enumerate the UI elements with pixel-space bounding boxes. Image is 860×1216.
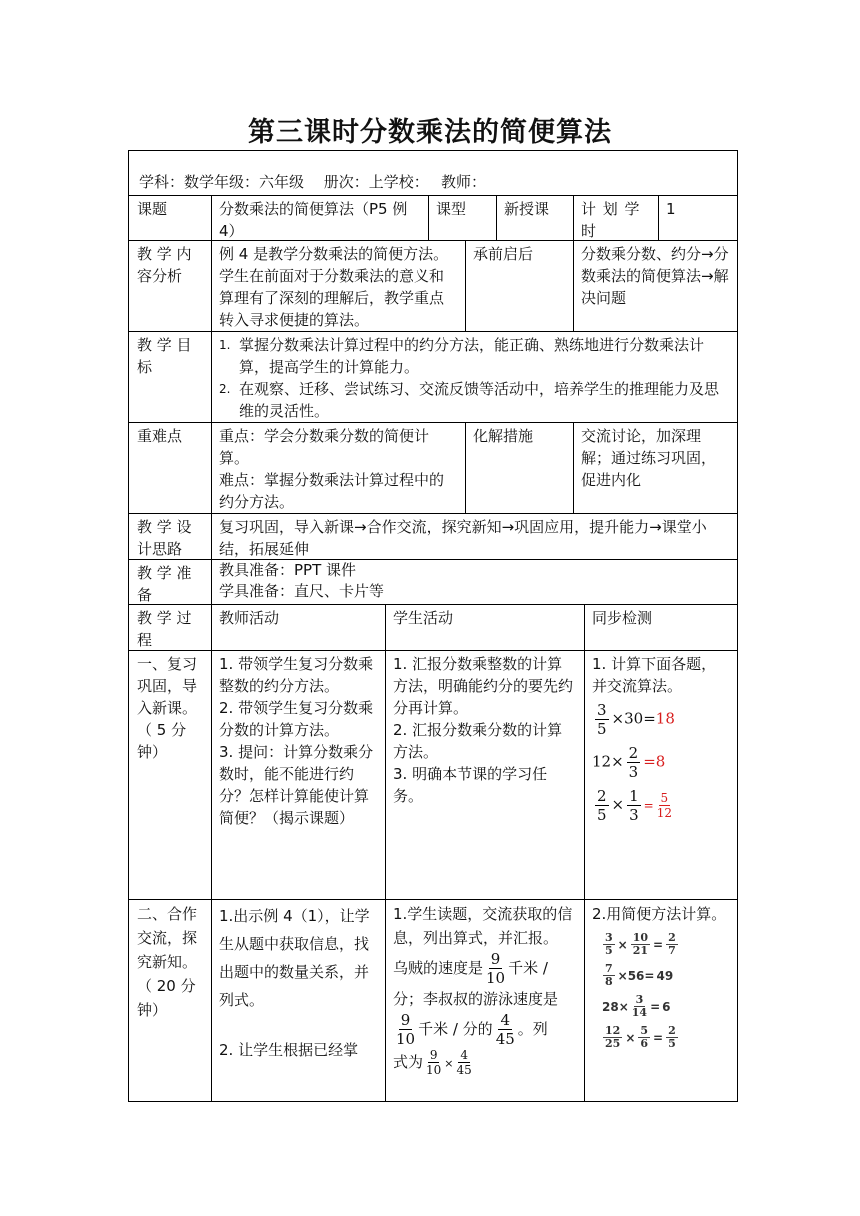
lesson-type-value: 新授课: [504, 200, 550, 218]
planned-hours-label: 计 划 学 时: [581, 200, 641, 239]
goal-item: 2. 在观察、迁移、尝试练习、交流反馈等活动中，培养学生的推理能力及思维的灵活性。: [219, 380, 720, 420]
check-item: 12× $\frac{2}{3}$ =8: [592, 744, 666, 781]
stage1-teacher: [212, 651, 384, 898]
sync-check-header: 同步检测: [592, 609, 653, 627]
prep-value: [212, 558, 736, 604]
answer: 8: [655, 752, 666, 771]
stage2-student-intro: 1.学生读题，交流获取的信息，列出算式，并汇报。: [393, 905, 573, 947]
difficult-point: 难点：掌握分数乘法计算过程中的约分方法。: [219, 471, 445, 511]
stage1-check-title: 1. 计算下面各题，并交流算法。: [592, 655, 717, 695]
key-point: 重点：学会分数乘分数的简便计算。: [219, 427, 430, 467]
goal-item: 1. 掌握分数乘法计算过程中的约分方法，能正确、熟练地进行分数乘法计算，提高学生的计算能力。: [219, 336, 705, 376]
design-label: 教 学 设 计思路: [137, 518, 192, 558]
measure-label: 化解措施: [473, 427, 534, 445]
page-title: 第三课时分数乘法的简便算法: [248, 117, 612, 148]
stage2-check-title: 2.用简便方法计算。: [592, 905, 727, 923]
prep-label: 教 学 准 备: [137, 564, 192, 603]
teacher-activity-header: 教师活动: [219, 609, 280, 627]
check-item: $\frac{3}{5}$ ×30=18: [597, 701, 675, 738]
answer: $\frac{5}{12}$: [656, 791, 673, 820]
process-label: 教 学 过 程: [137, 609, 192, 649]
design-value: 复习巩固，导入新课→合作交流，探究新知→巩固应用，提升能力→课堂小结，拓展延伸: [219, 518, 707, 558]
answer: 18: [655, 709, 675, 728]
link-value: 分数乘分数、约分→分数乘法的简便算法→解决问题: [581, 245, 729, 307]
key-points-label: 重难点: [137, 427, 183, 445]
stage1-student-step: 2. 汇报分数乘分数的计算方法。: [393, 721, 563, 761]
check-item: $\frac{12}{25}$ × $\frac{5}{6}$ = $\frac{2}{5}$: [605, 1024, 676, 1050]
stage1-teacher-step: 3. 提问：计算分数乘分数时，能不能进行约分？怎样计算能使计算简便？（揭示课题）: [219, 743, 374, 827]
planned-hours-value: 1: [666, 200, 676, 218]
stage2-check: [585, 900, 736, 1100]
check-item: $\frac{7}{8}$ ×56= 49: [605, 962, 674, 988]
stage1-label: 一、复习巩固，导入新课。（ 5 分钟）: [137, 655, 198, 761]
stage1-teacher-step: 1. 带领学生复习分数乘整数的约分方法。: [219, 655, 374, 695]
stage1-teacher-step: 2. 带领学生复习分数乘分数的计算方法。: [219, 699, 374, 739]
goals-list: [212, 332, 736, 421]
stage1-student: [386, 651, 583, 898]
goals-label: 教 学 目 标: [137, 336, 192, 376]
stage2-teacher-step: 2. 让学生根据已经掌: [219, 1041, 359, 1059]
content-analysis-text: 例 4 是教学分数乘法的简便方法。学生在前面对于分数乘法的意义和算理有了深刻的理解后，教学重点转入寻求便捷的算法。: [219, 245, 449, 329]
stage1-student-step: 3. 明确本节课的学习任务。: [393, 765, 548, 805]
stage2-student-speeds: 乌贼的速度是 $\frac{9}{10}$ 千米 / 分；李叔叔的游泳速度是 $\frac{9}{10}$ 千米 / 分的 $\frac{4}{45}$ 。列: [393, 950, 559, 1048]
topic-value: 分数乘法的简便算法（P5 例 4）: [219, 200, 408, 239]
measure-value: 交流讨论，加深理解；通过练习巩固，促进内化: [581, 427, 717, 489]
student-prep: 学具准备：直尺、卡片等: [219, 582, 385, 600]
content-analysis-label: 教 学 内 容分析: [137, 245, 192, 285]
stage2-teacher: [212, 900, 384, 1100]
lesson-type-label: 课型: [436, 200, 467, 218]
check-item: $\frac{2}{5}$ × $\frac{1}{3}$ = $\frac{5}{12}$: [597, 787, 673, 824]
stage2-teacher-step: 1.出示例 4（1），让学生从题中获取信息，找出题中的数量关系，并列式。: [219, 907, 370, 1009]
stage2-student-formula: 式为 $\frac{9}{10}$ × $\frac{4}{45}$: [393, 1048, 472, 1077]
stage2-label: 二、合作交流，探究新知。（ 20 分钟）: [137, 905, 198, 1019]
topic-label: 课题: [137, 200, 168, 218]
header-info-line: 学科：数学年级：六年级 册次：上学校： 教师：: [139, 173, 487, 191]
stage1-student-step: 1. 汇报分数乘整数的计算方法，明确能约分的要先约分再计算。: [393, 655, 574, 717]
stage1-check: [585, 651, 736, 898]
teacher-prep: 教具准备：PPT 课件: [219, 561, 357, 579]
student-activity-header: 学生活动: [393, 609, 454, 627]
key-points-text: [212, 423, 464, 512]
stage2-student: [386, 900, 583, 1100]
check-item: $\frac{3}{5}$ × $\frac{10}{21}$ = $\frac{2}{7}$: [605, 931, 676, 957]
check-item: 28× $\frac{3}{14}$ = 6: [602, 993, 671, 1019]
lesson-plan-table: [128, 150, 738, 1102]
link-label: 承前启后: [473, 245, 534, 263]
